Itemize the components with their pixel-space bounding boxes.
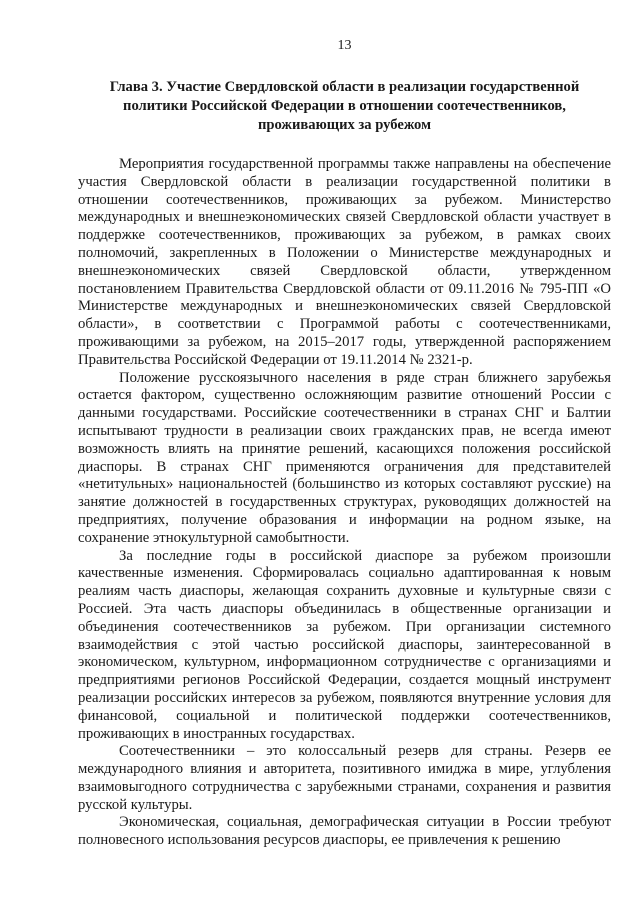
chapter-heading	[78, 78, 611, 135]
chapter-heading-line-1: Глава 3. Участие Свердловской области в реализации государственной	[109, 79, 580, 95]
paragraph-5: Экономическая, социальная, демографическая ситуации в России требуют полновесного использования ресурсов диаспоры, ее привлечения к решению	[78, 814, 611, 849]
paragraph-4: Соотечественники – это колоссальный резерв для страны. Резерв ее международного влияния и авторитета, позитивного имиджа в мире, углубления взаимовыгодного сотрудничества с зарубежными странами, сохранения и развития русской культуры.	[78, 743, 611, 813]
paragraph-3: За последние годы в российской диаспоре за рубежом произошли качественные изменения. Сформировалась социально адаптированная к новым реалиям часть диаспоры, желающая сохранить духовные и культурные связи с Россией. Эта часть диаспоры объединилась в общественные организации и объединения соотечественников за рубежом. При организации системного взаимодействия с этой частью российской диаспоры, заинтересованной в экономическом, культурном, информационном сотрудничестве с организациями и предприятиями регионов Российской Федерации, создается мощный инструмент реализации российских интересов за рубежом, появляются внутренние условия для финансовой, социальной и политической поддержки соотечественников, проживающих в иностранных государствах.	[78, 547, 611, 742]
chapter-heading-line-3: проживающих за рубежом	[257, 117, 432, 133]
page-number: 13	[337, 38, 352, 53]
paragraph-1: Мероприятия государственной программы также направлены на обеспечение участия Свердловской области в реализации государственной политики в отношении соотечественников, проживающих за рубежом. Министерство международных и внешнеэкономических связей Свердловской области участвует в поддержке соотечественников, проживающих за рубежом, в рамках своих полномочий, закрепленных в Положении о Министерстве международных и внешнеэкономических связей Свердловской области, утвержденном постановлением Правительства Свердловской области от 09.11.2016 № 795-ПП «О Министерстве международных и внешнеэкономических связей Свердловской области», в соответствии с Программой работы с соотечественниками, проживающими за рубежом, на 2015–2017 годы, утвержденной распоряжением Правительства Российской Федерации от 19.11.2014 № 2321-р.	[78, 156, 611, 368]
paragraph-2: Положение русскоязычного населения в ряде стран ближнего зарубежья остается фактором, существенно осложняющим развитие отношений России с данными государствами. Российские соотечественники в странах СНГ и Балтии испытывают трудности в реализации своих гражданских прав, не всегда имеют возможность влиять на принятие решений, касающихся положения российской диаспоры. В странах СНГ применяются ограничения для представителей «нетитульных» национальностей (большинство из которых составляют русские) на занятие должностей в государственных структурах, руководящих должностей на предприятиях, получение образования и информации на родном языке, на сохранение этнокультурной самобытности.	[78, 369, 611, 546]
chapter-heading-line-2: политики Российской Федерации в отношении соотечественников,	[123, 98, 566, 114]
body-text	[78, 156, 611, 850]
